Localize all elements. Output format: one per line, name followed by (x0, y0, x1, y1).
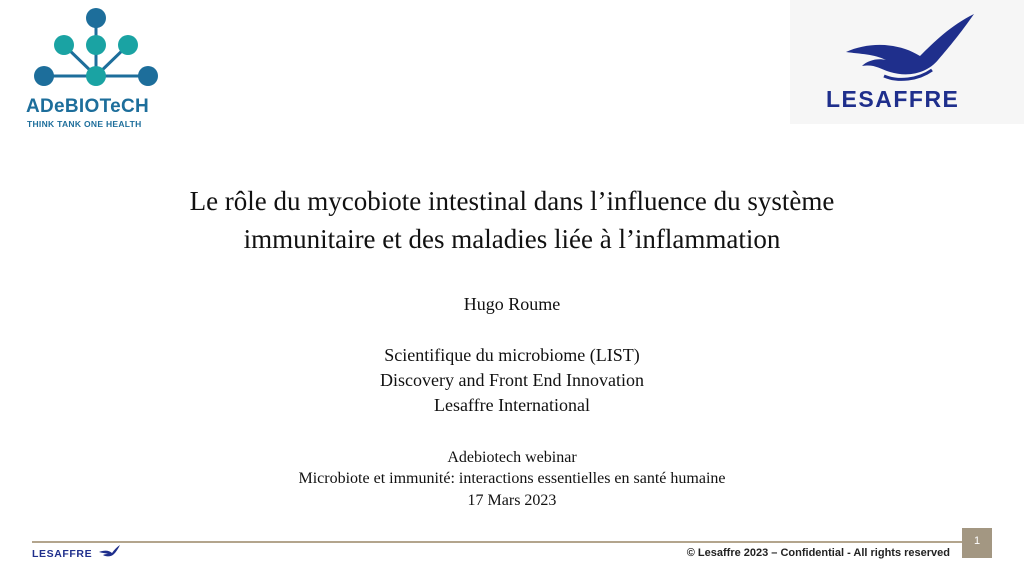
presentation-title-line-1: Le rôle du mycobiote intestinal dans l’influence du système (189, 186, 835, 216)
lesaffre-logo-text: LESAFFRE (826, 86, 960, 112)
footer-swallow-icon (98, 544, 120, 558)
presentation-title-line-2: immunitaire et des maladies liée à l’inflammation (243, 224, 781, 254)
adebiotech-tagline: THINK TANK ONE HEALTH (27, 119, 142, 129)
footer-divider (32, 541, 962, 543)
event-date: 17 Mars 2023 (467, 492, 557, 509)
author-name: Hugo Roume (463, 294, 561, 314)
page-number: 1 (973, 535, 981, 547)
event-name: Adebiotech webinar (447, 449, 577, 466)
affiliation-line: Lesaffre International (433, 395, 591, 415)
affiliation-line: Discovery and Front End Innovation (380, 370, 644, 390)
footer-lesaffre-logo-text: LESAFFRE (32, 548, 93, 560)
copyright-notice: © Lesaffre 2023 – Confidential - All rights reserved (686, 547, 950, 559)
adebiotech-logo-text: ADeBIOTeCH (26, 96, 149, 117)
affiliation-line: Scientifique du microbiome (LIST) (384, 345, 640, 365)
lesaffre-swallow-icon (838, 12, 978, 84)
event-subtitle: Microbiote et immunité: interactions essentielles en santé humaine (298, 470, 726, 487)
